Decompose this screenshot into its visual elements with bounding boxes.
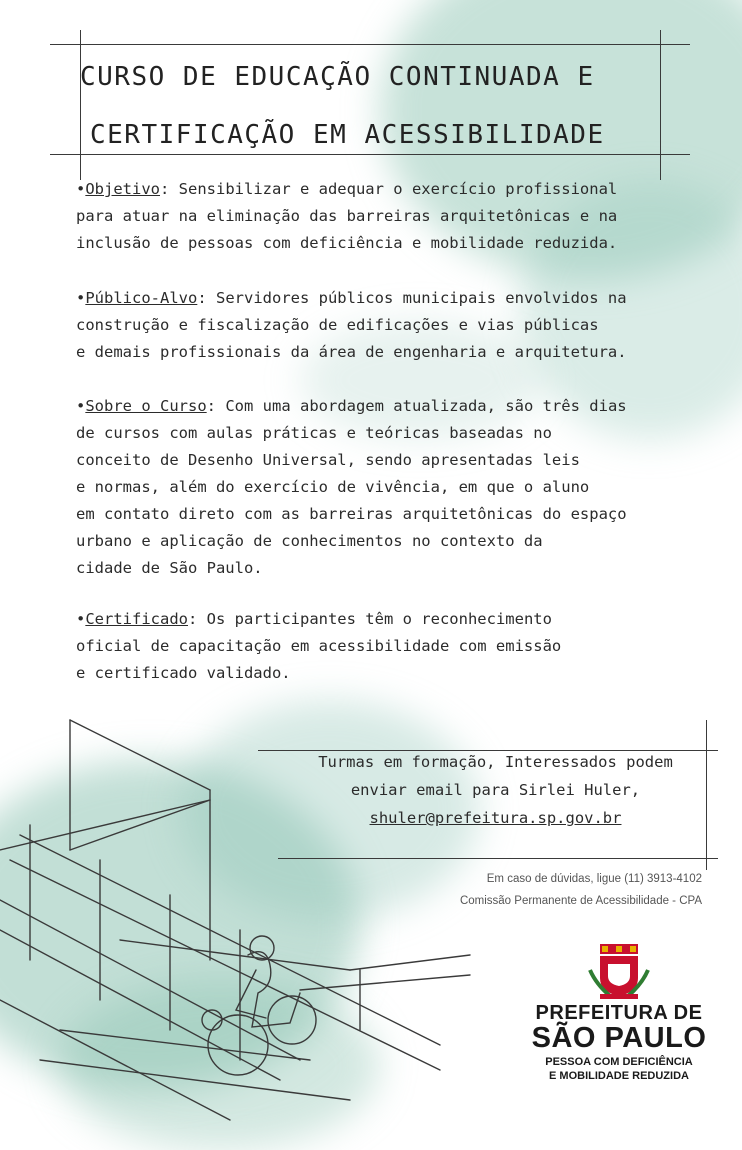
- contact-line-1: Turmas em formação, Interessados podem: [318, 753, 673, 771]
- section-certificado: •Certificado: Os participantes têm o reconhecimento oficial de capacitação em acessibilidade com emissão e certificado validado.: [76, 610, 562, 682]
- section-sobre-o-curso: •Sobre o Curso: Com uma abordagem atualizada, são três dias de cursos com aulas práticas e teóricas baseadas no conceito de Desenho Universal, sendo apresentadas leis e normas, além do exercício de vivência, em que o aluno em contato direto com as barreiras arquitetônicas do espaço urbano e aplicação de conhecimentos no contexto da cidade de São Paulo.: [76, 397, 627, 577]
- logo-line-2: SÃO PAULO: [531, 1022, 707, 1054]
- logo-line-1: PREFEITURA DE: [535, 1002, 703, 1024]
- help-info: [460, 868, 702, 912]
- page-title: [80, 48, 680, 164]
- title-line-2: CERTIFICAÇÃO EM ACESSIBILIDADE: [90, 120, 605, 150]
- sao-paulo-crest-icon: [586, 942, 652, 1002]
- logo-subtitle: PESSOA COM DEFICIÊNCIA E MOBILIDADE REDUZIDA: [545, 1056, 693, 1082]
- section-publico-alvo: •Público-Alvo: Servidores públicos municipais envolvidos na construção e fiscalização de edificações e vias públicas e demais profissionais da área de engenharia e arquitetura.: [76, 289, 627, 361]
- contact-line-2: enviar email para Sirlei Huler,: [350, 781, 641, 799]
- phone-info: Em caso de dúvidas, ligue (11) 3913-4102: [486, 873, 702, 885]
- email-link[interactable]: shuler@prefeitura.sp.gov.br: [369, 809, 622, 827]
- contact-info: [298, 748, 693, 832]
- section-objetivo: •Objetivo: Sensibilizar e adequar o exercício profissional para atuar na eliminação das barreiras arquitetônicas e na inclusão de pessoas com deficiência e mobilidade reduzida.: [76, 180, 618, 252]
- section-heading: Público-Alvo: [85, 289, 198, 307]
- title-frame: [50, 30, 690, 180]
- title-line-1: CURSO DE EDUCAÇÃO CONTINUADA E: [80, 62, 595, 92]
- section-heading: Certificado: [85, 610, 188, 628]
- section-heading: Sobre o Curso: [85, 397, 207, 415]
- commission-info: Comissão Permanente de Acessibilidade - CPA: [459, 895, 702, 907]
- contact-frame: [258, 720, 718, 870]
- section-heading: Objetivo: [85, 180, 160, 198]
